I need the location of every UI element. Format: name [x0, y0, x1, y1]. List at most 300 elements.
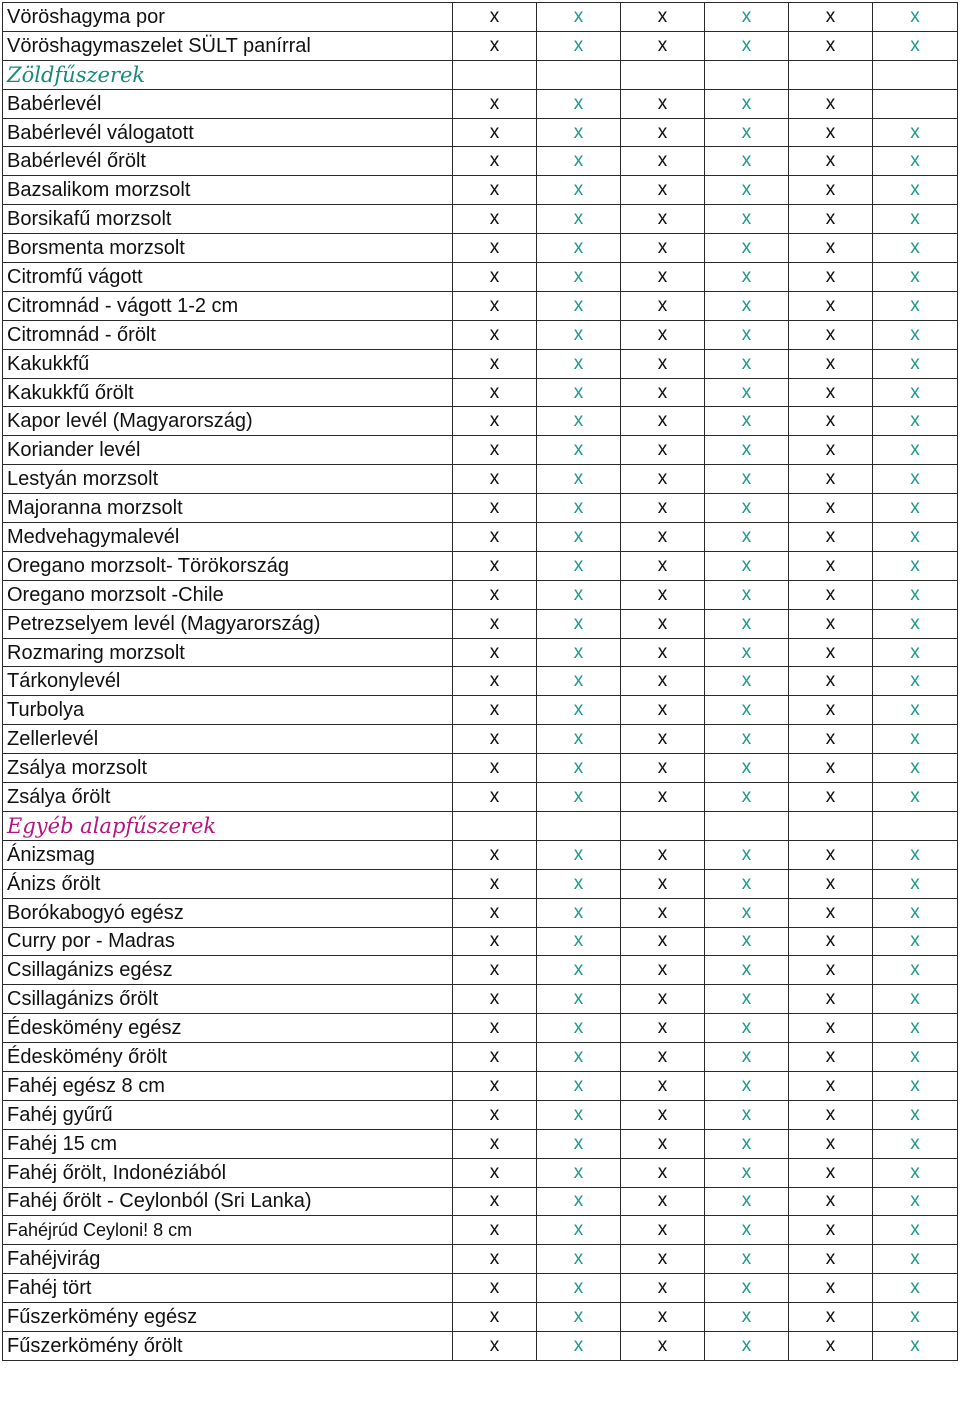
availability-mark-cell: x	[873, 580, 958, 609]
availability-mark-cell: x	[537, 1187, 621, 1216]
table-row	[3, 1043, 958, 1072]
availability-mark-cell: x	[453, 1071, 537, 1100]
availability-mark-cell: x	[453, 407, 537, 436]
table-row	[3, 1274, 958, 1303]
availability-mark-cell: x	[705, 1216, 789, 1245]
product-name-cell: Zellerlevél	[3, 725, 453, 754]
availability-mark-cell: x	[621, 523, 705, 552]
availability-mark-cell: x	[873, 927, 958, 956]
availability-mark-cell: x	[789, 176, 873, 205]
table-row	[3, 1129, 958, 1158]
availability-mark-cell: x	[705, 1303, 789, 1332]
availability-mark-cell: x	[789, 1043, 873, 1072]
availability-mark-cell: x	[537, 1245, 621, 1274]
availability-mark-cell: x	[873, 754, 958, 783]
availability-mark-cell: x	[453, 927, 537, 956]
availability-mark-cell: x	[537, 898, 621, 927]
availability-mark-cell: x	[537, 609, 621, 638]
availability-mark-cell: x	[789, 3, 873, 32]
availability-mark-cell: x	[537, 1071, 621, 1100]
product-name-cell: Turbolya	[3, 696, 453, 725]
availability-mark-cell: x	[537, 1331, 621, 1360]
spice-availability-table	[2, 2, 958, 1361]
availability-mark-cell: x	[705, 580, 789, 609]
availability-mark-cell: x	[705, 494, 789, 523]
product-name-cell: Oregano morzsolt- Törökország	[3, 551, 453, 580]
availability-mark-cell: x	[621, 1158, 705, 1187]
availability-mark-cell: x	[537, 696, 621, 725]
availability-mark-cell: x	[621, 551, 705, 580]
product-name-cell: Babérlevél	[3, 89, 453, 118]
availability-mark-cell: x	[453, 1158, 537, 1187]
availability-mark-cell: x	[705, 725, 789, 754]
product-name-cell: Fahéj 15 cm	[3, 1129, 453, 1158]
availability-mark-cell: x	[789, 407, 873, 436]
availability-mark-cell: x	[453, 465, 537, 494]
availability-mark-cell: x	[789, 118, 873, 147]
availability-mark-cell: x	[537, 465, 621, 494]
availability-mark-cell: x	[537, 436, 621, 465]
product-name-cell: Rozmaring morzsolt	[3, 638, 453, 667]
availability-mark-cell: x	[873, 1071, 958, 1100]
availability-mark-cell: x	[789, 783, 873, 812]
table-row	[3, 176, 958, 205]
product-name-cell: Fahéj őrölt, Indonéziából	[3, 1158, 453, 1187]
availability-mark-cell	[873, 60, 958, 89]
availability-mark-cell: x	[705, 1331, 789, 1360]
availability-mark-cell: x	[873, 1014, 958, 1043]
availability-mark-cell: x	[873, 783, 958, 812]
table-row	[3, 869, 958, 898]
availability-mark-cell: x	[453, 89, 537, 118]
availability-mark-cell: x	[873, 378, 958, 407]
availability-mark-cell: x	[705, 783, 789, 812]
availability-mark-cell: x	[537, 176, 621, 205]
availability-mark-cell: x	[705, 985, 789, 1014]
availability-mark-cell: x	[705, 696, 789, 725]
availability-mark-cell	[705, 60, 789, 89]
availability-mark-cell: x	[705, 349, 789, 378]
availability-mark-cell: x	[705, 609, 789, 638]
availability-mark-cell: x	[873, 840, 958, 869]
availability-mark-cell: x	[705, 118, 789, 147]
availability-mark-cell: x	[873, 320, 958, 349]
availability-mark-cell: x	[453, 551, 537, 580]
product-name-cell: Ánizsmag	[3, 840, 453, 869]
availability-mark-cell: x	[537, 320, 621, 349]
availability-mark-cell: x	[453, 291, 537, 320]
availability-mark-cell: x	[537, 551, 621, 580]
availability-mark-cell: x	[453, 1043, 537, 1072]
availability-mark-cell: x	[453, 638, 537, 667]
availability-mark-cell: x	[705, 1129, 789, 1158]
availability-mark-cell: x	[621, 638, 705, 667]
availability-mark-cell: x	[621, 407, 705, 436]
availability-mark-cell: x	[873, 523, 958, 552]
availability-mark-cell: x	[537, 927, 621, 956]
availability-mark-cell: x	[537, 494, 621, 523]
availability-mark-cell: x	[453, 31, 537, 60]
table-row	[3, 956, 958, 985]
availability-mark-cell: x	[705, 551, 789, 580]
product-name-cell: Zsálya őrölt	[3, 783, 453, 812]
availability-mark-cell: x	[873, 869, 958, 898]
availability-mark-cell: x	[537, 1129, 621, 1158]
table-row	[3, 407, 958, 436]
availability-mark-cell: x	[537, 580, 621, 609]
table-row	[3, 436, 958, 465]
availability-mark-cell: x	[453, 1014, 537, 1043]
availability-mark-cell: x	[621, 1129, 705, 1158]
section-title: Egyéb alapfűszerek	[3, 811, 453, 840]
product-name-cell: Citromnád - vágott 1-2 cm	[3, 291, 453, 320]
availability-mark-cell: x	[537, 869, 621, 898]
table-row	[3, 3, 958, 32]
availability-mark-cell: x	[537, 147, 621, 176]
availability-mark-cell: x	[873, 956, 958, 985]
availability-mark-cell: x	[537, 1158, 621, 1187]
product-name-cell: Kakukkfű	[3, 349, 453, 378]
availability-mark-cell: x	[705, 1274, 789, 1303]
table-row	[3, 985, 958, 1014]
table-row	[3, 927, 958, 956]
product-name-cell: Édeskömény egész	[3, 1014, 453, 1043]
availability-mark-cell: x	[705, 1043, 789, 1072]
table-row	[3, 349, 958, 378]
availability-mark-cell: x	[789, 465, 873, 494]
availability-mark-cell: x	[705, 147, 789, 176]
availability-mark-cell: x	[537, 754, 621, 783]
availability-mark-cell: x	[705, 1100, 789, 1129]
table-row	[3, 609, 958, 638]
availability-mark-cell: x	[537, 118, 621, 147]
availability-mark-cell: x	[789, 436, 873, 465]
availability-mark-cell: x	[705, 436, 789, 465]
table-row	[3, 118, 958, 147]
section-header-row	[3, 811, 958, 840]
availability-mark-cell: x	[789, 1100, 873, 1129]
availability-mark-cell: x	[705, 667, 789, 696]
availability-mark-cell: x	[873, 1187, 958, 1216]
availability-mark-cell: x	[453, 609, 537, 638]
availability-mark-cell: x	[873, 3, 958, 32]
availability-mark-cell: x	[621, 1216, 705, 1245]
availability-mark-cell	[705, 811, 789, 840]
availability-mark-cell: x	[537, 349, 621, 378]
availability-mark-cell: x	[789, 263, 873, 292]
availability-mark-cell: x	[453, 696, 537, 725]
availability-mark-cell: x	[705, 291, 789, 320]
availability-mark-cell: x	[789, 898, 873, 927]
availability-mark-cell: x	[621, 3, 705, 32]
availability-mark-cell: x	[873, 1129, 958, 1158]
product-name-cell: Csillagánizs egész	[3, 956, 453, 985]
table-row	[3, 378, 958, 407]
table-row	[3, 1216, 958, 1245]
product-name-cell: Medvehagymalevél	[3, 523, 453, 552]
availability-mark-cell: x	[705, 1014, 789, 1043]
availability-mark-cell: x	[873, 638, 958, 667]
product-name-cell: Fűszerkömény egész	[3, 1303, 453, 1332]
availability-mark-cell: x	[453, 436, 537, 465]
product-name-cell: Bazsalikom morzsolt	[3, 176, 453, 205]
availability-mark-cell: x	[537, 89, 621, 118]
availability-mark-cell: x	[621, 985, 705, 1014]
availability-mark-cell: x	[453, 147, 537, 176]
availability-mark-cell: x	[453, 725, 537, 754]
availability-mark-cell: x	[453, 754, 537, 783]
availability-mark-cell: x	[789, 840, 873, 869]
availability-mark-cell: x	[873, 1100, 958, 1129]
table-row	[3, 551, 958, 580]
availability-mark-cell: x	[537, 3, 621, 32]
availability-mark-cell: x	[453, 1331, 537, 1360]
table-body	[3, 3, 958, 1361]
availability-mark-cell: x	[789, 89, 873, 118]
availability-mark-cell: x	[873, 349, 958, 378]
availability-mark-cell: x	[621, 320, 705, 349]
availability-mark-cell: x	[789, 1158, 873, 1187]
availability-mark-cell: x	[453, 1129, 537, 1158]
availability-mark-cell: x	[537, 840, 621, 869]
availability-mark-cell: x	[453, 1274, 537, 1303]
availability-mark-cell: x	[873, 1216, 958, 1245]
table-row	[3, 898, 958, 927]
availability-mark-cell: x	[789, 1274, 873, 1303]
availability-mark-cell: x	[621, 667, 705, 696]
availability-mark-cell: x	[789, 696, 873, 725]
availability-mark-cell	[621, 60, 705, 89]
availability-mark-cell: x	[705, 1187, 789, 1216]
availability-mark-cell: x	[873, 696, 958, 725]
availability-mark-cell: x	[453, 1187, 537, 1216]
availability-mark-cell: x	[453, 263, 537, 292]
availability-mark-cell: x	[453, 234, 537, 263]
availability-mark-cell: x	[621, 783, 705, 812]
availability-mark-cell: x	[789, 580, 873, 609]
product-name-cell: Lestyán morzsolt	[3, 465, 453, 494]
availability-mark-cell: x	[705, 205, 789, 234]
availability-mark-cell: x	[621, 147, 705, 176]
product-name-cell: Zsálya morzsolt	[3, 754, 453, 783]
availability-mark-cell: x	[789, 1245, 873, 1274]
availability-mark-cell: x	[873, 31, 958, 60]
product-name-cell: Fahéjrúd Ceyloni! 8 cm	[3, 1216, 453, 1245]
table-row	[3, 205, 958, 234]
availability-mark-cell: x	[789, 147, 873, 176]
availability-mark-cell	[537, 811, 621, 840]
availability-mark-cell: x	[873, 234, 958, 263]
availability-mark-cell: x	[705, 465, 789, 494]
availability-mark-cell: x	[621, 205, 705, 234]
availability-mark-cell: x	[453, 118, 537, 147]
availability-mark-cell: x	[453, 1245, 537, 1274]
availability-mark-cell: x	[789, 1129, 873, 1158]
section-header-row	[3, 60, 958, 89]
availability-mark-cell: x	[705, 31, 789, 60]
availability-mark-cell: x	[621, 118, 705, 147]
availability-mark-cell: x	[537, 1303, 621, 1332]
availability-mark-cell: x	[537, 1274, 621, 1303]
availability-mark-cell: x	[621, 234, 705, 263]
table-row	[3, 1187, 958, 1216]
availability-mark-cell: x	[705, 956, 789, 985]
availability-mark-cell: x	[621, 956, 705, 985]
availability-mark-cell: x	[789, 1303, 873, 1332]
availability-mark-cell: x	[621, 349, 705, 378]
availability-mark-cell: x	[621, 869, 705, 898]
product-name-cell: Borsmenta morzsolt	[3, 234, 453, 263]
availability-mark-cell: x	[621, 176, 705, 205]
availability-mark-cell: x	[453, 349, 537, 378]
product-name-cell: Vöröshagyma por	[3, 3, 453, 32]
availability-mark-cell: x	[621, 31, 705, 60]
availability-mark-cell: x	[621, 263, 705, 292]
availability-mark-cell: x	[621, 754, 705, 783]
product-name-cell: Kapor levél (Magyarország)	[3, 407, 453, 436]
availability-mark-cell: x	[537, 1014, 621, 1043]
table-row	[3, 1158, 958, 1187]
availability-mark-cell: x	[537, 1043, 621, 1072]
availability-mark-cell: x	[789, 869, 873, 898]
availability-mark-cell: x	[789, 1071, 873, 1100]
availability-mark-cell: x	[705, 638, 789, 667]
availability-mark-cell: x	[537, 407, 621, 436]
product-name-cell: Petrezselyem levél (Magyarország)	[3, 609, 453, 638]
availability-mark-cell: x	[453, 1216, 537, 1245]
availability-mark-cell: x	[621, 89, 705, 118]
availability-mark-cell: x	[873, 1043, 958, 1072]
availability-mark-cell: x	[705, 1245, 789, 1274]
table-row	[3, 1245, 958, 1274]
availability-mark-cell: x	[621, 1187, 705, 1216]
availability-mark-cell: x	[621, 1014, 705, 1043]
product-name-cell: Édeskömény őrölt	[3, 1043, 453, 1072]
availability-mark-cell: x	[873, 494, 958, 523]
availability-mark-cell: x	[873, 667, 958, 696]
table-row	[3, 638, 958, 667]
availability-mark-cell: x	[873, 465, 958, 494]
availability-mark-cell: x	[537, 1100, 621, 1129]
availability-mark-cell: x	[621, 696, 705, 725]
availability-mark-cell: x	[621, 1071, 705, 1100]
availability-mark-cell: x	[453, 3, 537, 32]
availability-mark-cell: x	[537, 263, 621, 292]
product-name-cell: Babérlevél válogatott	[3, 118, 453, 147]
table-row	[3, 667, 958, 696]
product-name-cell: Oregano morzsolt -Chile	[3, 580, 453, 609]
availability-mark-cell: x	[453, 783, 537, 812]
availability-mark-cell: x	[453, 898, 537, 927]
product-name-cell: Fahéj gyűrű	[3, 1100, 453, 1129]
availability-mark-cell: x	[621, 378, 705, 407]
availability-mark-cell: x	[453, 494, 537, 523]
availability-mark-cell: x	[621, 927, 705, 956]
product-name-cell: Babérlevél őrölt	[3, 147, 453, 176]
availability-mark-cell: x	[705, 523, 789, 552]
availability-mark-cell: x	[621, 1331, 705, 1360]
availability-mark-cell: x	[705, 378, 789, 407]
table-row	[3, 1071, 958, 1100]
table-row	[3, 494, 958, 523]
availability-mark-cell: x	[537, 31, 621, 60]
availability-mark-cell: x	[873, 176, 958, 205]
availability-mark-cell: x	[453, 840, 537, 869]
product-name-cell: Curry por - Madras	[3, 927, 453, 956]
availability-mark-cell: x	[789, 378, 873, 407]
availability-mark-cell: x	[621, 898, 705, 927]
availability-mark-cell: x	[537, 234, 621, 263]
availability-mark-cell: x	[705, 176, 789, 205]
product-name-cell: Majoranna morzsolt	[3, 494, 453, 523]
availability-mark-cell: x	[873, 1245, 958, 1274]
availability-mark-cell: x	[873, 1331, 958, 1360]
availability-mark-cell: x	[537, 956, 621, 985]
product-name-cell: Fűszerkömény őrölt	[3, 1331, 453, 1360]
product-name-cell: Citromnád - őrölt	[3, 320, 453, 349]
product-name-cell: Fahéjvirág	[3, 1245, 453, 1274]
product-name-cell: Fahéj őrölt - Ceylonból (Sri Lanka)	[3, 1187, 453, 1216]
availability-mark-cell: x	[789, 609, 873, 638]
table-row	[3, 465, 958, 494]
availability-mark-cell: x	[705, 234, 789, 263]
product-name-cell: Citromfű vágott	[3, 263, 453, 292]
availability-mark-cell: x	[537, 638, 621, 667]
availability-mark-cell: x	[789, 494, 873, 523]
availability-mark-cell	[789, 60, 873, 89]
availability-mark-cell	[873, 811, 958, 840]
availability-mark-cell: x	[621, 609, 705, 638]
availability-mark-cell: x	[873, 609, 958, 638]
product-name-cell: Koriander levél	[3, 436, 453, 465]
availability-mark-cell: x	[705, 1071, 789, 1100]
availability-mark-cell: x	[789, 754, 873, 783]
availability-mark-cell	[621, 811, 705, 840]
availability-mark-cell: x	[453, 378, 537, 407]
availability-mark-cell	[537, 60, 621, 89]
availability-mark-cell: x	[705, 3, 789, 32]
availability-mark-cell: x	[621, 465, 705, 494]
availability-mark-cell: x	[537, 725, 621, 754]
availability-mark-cell: x	[621, 840, 705, 869]
availability-mark-cell: x	[621, 580, 705, 609]
availability-mark-cell: x	[873, 1303, 958, 1332]
availability-mark-cell: x	[705, 840, 789, 869]
availability-mark-cell: x	[621, 494, 705, 523]
availability-mark-cell: x	[873, 1274, 958, 1303]
availability-mark-cell	[453, 811, 537, 840]
product-name-cell: Csillagánizs őrölt	[3, 985, 453, 1014]
availability-mark-cell: x	[621, 1303, 705, 1332]
table-row	[3, 31, 958, 60]
availability-mark-cell: x	[453, 320, 537, 349]
availability-mark-cell: x	[789, 927, 873, 956]
availability-mark-cell: x	[621, 291, 705, 320]
availability-mark-cell: x	[789, 205, 873, 234]
availability-mark-cell: x	[873, 725, 958, 754]
table-row	[3, 840, 958, 869]
availability-mark-cell: x	[537, 667, 621, 696]
product-name-cell: Borókabogyó egész	[3, 898, 453, 927]
availability-mark-cell: x	[537, 1216, 621, 1245]
availability-mark-cell: x	[873, 291, 958, 320]
availability-mark-cell	[789, 811, 873, 840]
product-name-cell: Kakukkfű őrölt	[3, 378, 453, 407]
availability-mark-cell: x	[705, 263, 789, 292]
availability-mark-cell: x	[873, 118, 958, 147]
availability-mark-cell: x	[789, 523, 873, 552]
availability-mark-cell: x	[873, 147, 958, 176]
